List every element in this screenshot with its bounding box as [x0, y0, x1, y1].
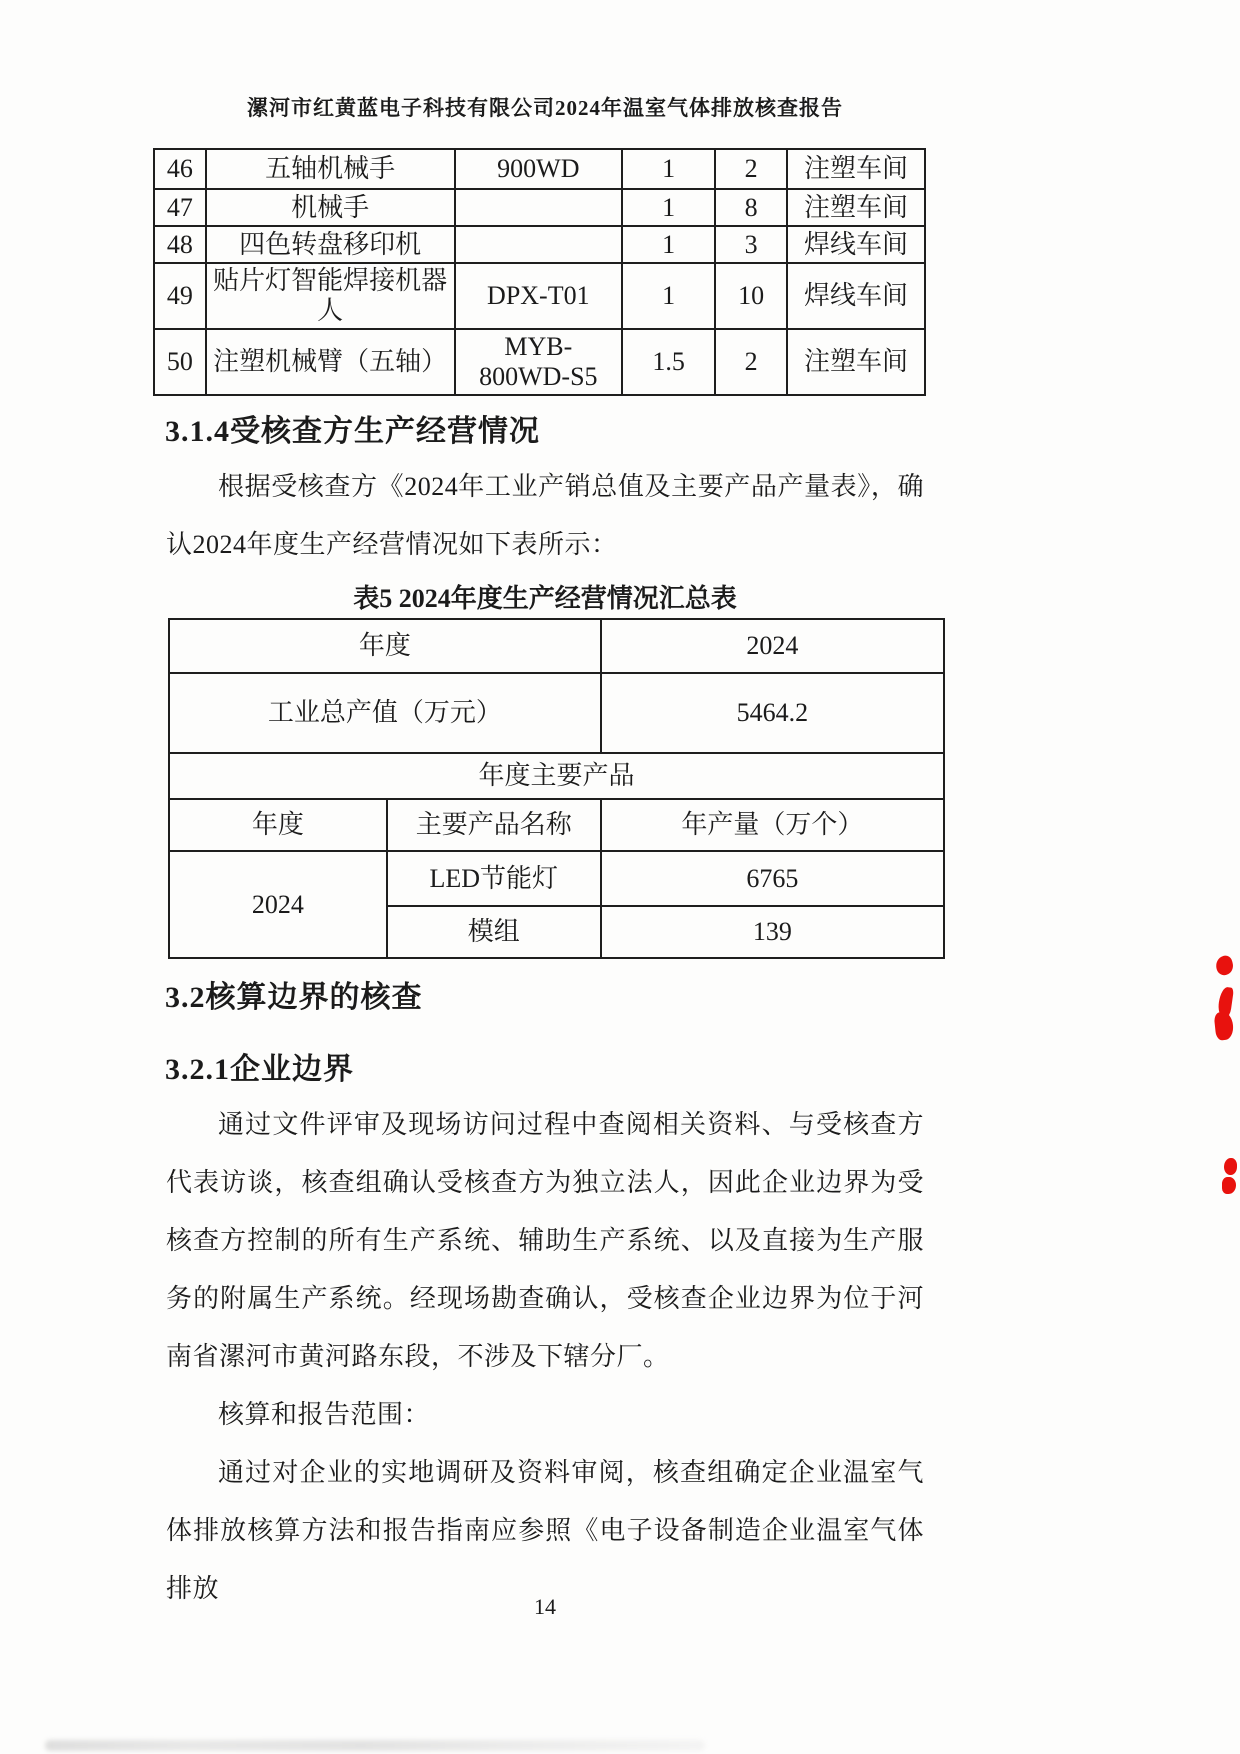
- cell-no: 49: [154, 263, 206, 329]
- cell-products-header: 年度主要产品: [169, 753, 944, 799]
- cell-name: 机械手: [206, 189, 455, 226]
- cell-col-header-product: 主要产品名称: [387, 799, 601, 851]
- cell-product-name: 模组: [387, 906, 601, 958]
- cell-col-header-year: 年度: [169, 799, 387, 851]
- equipment-table: [153, 148, 926, 396]
- table-row: [169, 619, 944, 673]
- cell-workshop: 注塑车间: [787, 329, 925, 395]
- page-header-title: 漯河市红黄蓝电子科技有限公司2024年温室气体排放核查报告: [247, 96, 843, 120]
- cell-name: 贴片灯智能焊接机器人: [206, 263, 455, 329]
- cell-product-year: 2024: [169, 851, 387, 958]
- cell-count: 2: [715, 329, 787, 395]
- cell-col-header-output: 年产量（万个）: [601, 799, 944, 851]
- cell-model: MYB-800WD-S5: [455, 329, 622, 395]
- cell-output-label: 工业总产值（万元）: [169, 673, 601, 753]
- cell-count: 10: [715, 263, 787, 329]
- cell-product-output: 139: [601, 906, 944, 958]
- red-stamp-mark: [1222, 1177, 1236, 1194]
- cell-model: [455, 189, 622, 226]
- table-row: [169, 673, 944, 753]
- cell-power: 1: [622, 189, 715, 226]
- cell-workshop: 注塑车间: [787, 189, 925, 226]
- table-header-row: [169, 799, 944, 851]
- cell-product-output: 6765: [601, 851, 944, 906]
- paragraph-production-intro: 根据受核查方《2024年工业产销总值及主要产品产量表》，确认2024年度生产经营情况如下表所示：: [166, 472, 924, 559]
- section-heading-3-2: 3.2核算边界的核查: [165, 981, 423, 1014]
- cell-power: 1: [622, 226, 715, 263]
- cell-workshop: 注塑车间: [787, 149, 925, 189]
- red-stamp-mark: [1224, 1158, 1237, 1175]
- cell-output-value: 5464.2: [601, 673, 944, 753]
- red-stamp-mark: [1214, 954, 1235, 977]
- table-row: [154, 263, 925, 329]
- cell-no: 50: [154, 329, 206, 395]
- cell-count: 2: [715, 149, 787, 189]
- page-number: 14: [534, 1594, 556, 1619]
- section-heading-3-2-1: 3.2.1企业边界: [165, 1053, 354, 1086]
- cell-power: 1.5: [622, 329, 715, 395]
- cell-count: 8: [715, 189, 787, 226]
- cell-name: 注塑机械臂（五轴）: [206, 329, 455, 395]
- cell-year-value: 2024: [601, 619, 944, 673]
- cell-count: 3: [715, 226, 787, 263]
- cell-workshop: 焊线车间: [787, 263, 925, 329]
- paragraph-scope-label: 核算和报告范围：: [218, 1400, 431, 1429]
- table-row: [169, 851, 944, 906]
- red-stamp-mark: [1214, 1011, 1235, 1041]
- cell-name: 四色转盘移印机: [206, 226, 455, 263]
- cell-no: 47: [154, 189, 206, 226]
- paragraph-accounting-scope: 通过对企业的实地调研及资料审阅，核查组确定企业温室气体排放核算方法和报告指南应参照《电子设备制造企业温室气体排放: [166, 1458, 924, 1603]
- cell-no: 46: [154, 149, 206, 189]
- scan-smudge-artifact: [45, 1740, 705, 1751]
- table-row: [154, 329, 925, 395]
- cell-year-label: 年度: [169, 619, 601, 673]
- cell-product-name: LED节能灯: [387, 851, 601, 906]
- cell-power: 1: [622, 149, 715, 189]
- production-summary-table: [168, 618, 945, 959]
- cell-model: 900WD: [455, 149, 622, 189]
- cell-no: 48: [154, 226, 206, 263]
- cell-power: 1: [622, 263, 715, 329]
- table5-caption: 表5 2024年度生产经营情况汇总表: [353, 584, 737, 613]
- paragraph-enterprise-boundary: 通过文件评审及现场访问过程中查阅相关资料、与受核查方代表访谈，核查组确认受核查方为独立法人，因此企业边界为受核查方控制的所有生产系统、辅助生产系统、以及直接为生产服务的附属生产系统。经现场勘查确认，受核查企业边界为位于河南省漯河市黄河路东段，不涉及下辖分厂。: [166, 1110, 924, 1371]
- table-row: [154, 149, 925, 189]
- table-row: [154, 226, 925, 263]
- table-row: [154, 189, 925, 226]
- cell-model: [455, 226, 622, 263]
- section-heading-3-1-4: 3.1.4受核查方生产经营情况: [165, 415, 540, 448]
- cell-workshop: 焊线车间: [787, 226, 925, 263]
- cell-model: DPX-T01: [455, 263, 622, 329]
- table-row: [169, 753, 944, 799]
- cell-name: 五轴机械手: [206, 149, 455, 189]
